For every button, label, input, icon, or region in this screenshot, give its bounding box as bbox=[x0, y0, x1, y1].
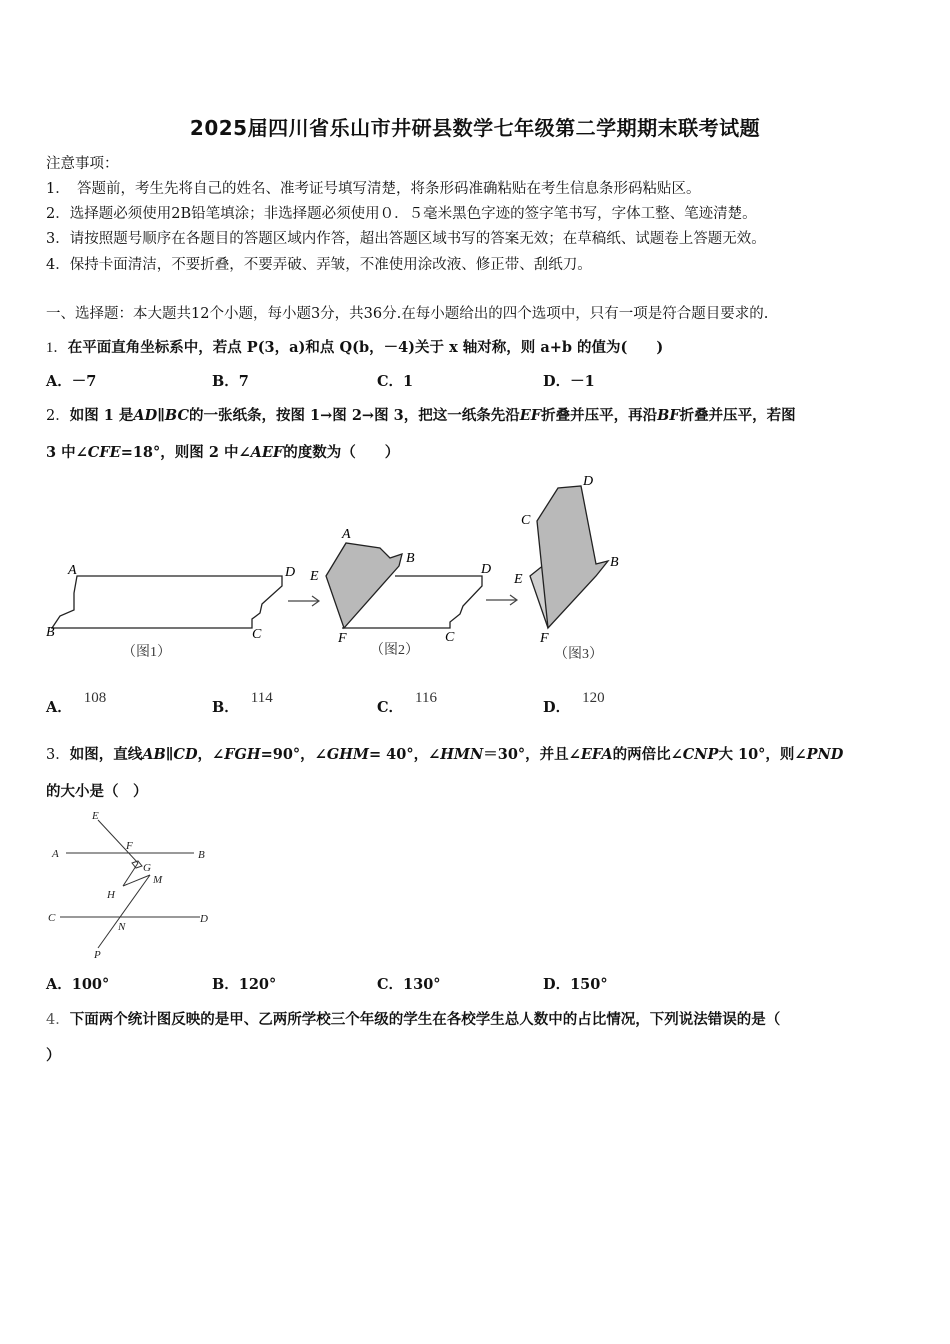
q2-figure-1 bbox=[52, 576, 282, 628]
fig3-label-e: E bbox=[514, 572, 523, 587]
q2-text-1: 如图 1 是 bbox=[69, 407, 134, 424]
q3-option-c: C．130° bbox=[377, 976, 441, 993]
q3-text-7: 大 10°，则∠ bbox=[718, 746, 807, 763]
fig2-caption: （图2） bbox=[370, 643, 419, 658]
q3-ghm: GHM bbox=[326, 746, 369, 763]
q1-option-b: B．7 bbox=[212, 373, 249, 390]
q2-option-c bbox=[377, 690, 437, 717]
q3-label-a: A bbox=[52, 848, 59, 860]
folded-part-figure-3 bbox=[537, 486, 608, 628]
fig3-caption: （图3） bbox=[554, 647, 603, 662]
question-3-line-1 bbox=[46, 743, 843, 764]
q3-label-m: M bbox=[153, 874, 163, 886]
q2-ef: EF bbox=[519, 407, 542, 424]
q2-option-c-letter: C． bbox=[377, 699, 404, 716]
q3-text-1: 如图，直线 bbox=[69, 746, 143, 763]
q2-ad-bc: AD∥BC bbox=[133, 407, 189, 424]
notes-heading: 注意事项： bbox=[46, 156, 119, 172]
q2-cfe: CFE bbox=[87, 444, 121, 461]
q3-label-p: P bbox=[94, 949, 101, 961]
q3-text-6: 的两倍比∠ bbox=[612, 746, 683, 763]
fig2-label-f: F bbox=[338, 631, 347, 646]
q3-pnd: PND bbox=[806, 746, 844, 763]
q3-text-5: ＝30°，并且∠ bbox=[483, 746, 581, 763]
question-2-line-1 bbox=[46, 404, 796, 425]
q3-hmn: HMN bbox=[440, 746, 484, 763]
fig1-label-b: B bbox=[46, 625, 55, 640]
note-item-1: 1． 答题前，考生先将自己的姓名、准考证号填写清楚，将条形码准确粘贴在考生信息条形码粘贴区。 bbox=[46, 181, 701, 197]
q3-label-n: N bbox=[118, 921, 126, 933]
q3-label-h: H bbox=[107, 889, 115, 901]
q2-option-a-letter: A． bbox=[46, 699, 72, 716]
q2-text-5: 3 中∠ bbox=[46, 444, 88, 461]
question-2-line-2 bbox=[46, 441, 399, 462]
fig3-label-f: F bbox=[540, 631, 549, 646]
q2-option-a-value: 108 bbox=[83, 690, 107, 706]
q2-option-d bbox=[543, 690, 605, 717]
fig2-label-a: A bbox=[342, 527, 351, 542]
note-item-3: 3．请按照题号顺序在各题目的答题区域内作答，超出答题区域书写的答案无效；在草稿纸、试题卷上答题无效。 bbox=[46, 231, 766, 247]
q2-text-6: =18°，则图 2 中∠ bbox=[120, 444, 251, 461]
q2-option-b-letter: B． bbox=[212, 699, 239, 716]
q3-label-d: D bbox=[200, 913, 208, 925]
arrow-2 bbox=[486, 595, 517, 605]
q2-aef: AEF bbox=[250, 444, 284, 461]
q3-figure bbox=[40, 806, 220, 962]
q2-figure-2 bbox=[326, 543, 482, 628]
q3-option-a: A．100° bbox=[46, 976, 110, 993]
q2-text-3: 折叠并压平，再沿 bbox=[541, 407, 658, 424]
q2-text-2: 的一张纸条，按图 1→图 2→图 3，把这一纸条先沿 bbox=[189, 407, 520, 424]
q3-label-b: B bbox=[198, 849, 205, 861]
section-1-heading: 一、选择题：本大题共12个小题，每小题3分，共36分.在每小题给出的四个选项中，只有一项是符合题目要求的. bbox=[46, 306, 769, 322]
arrow-1 bbox=[288, 596, 319, 606]
q3-efa: EFA bbox=[580, 746, 613, 763]
q3-option-d: D．150° bbox=[543, 976, 608, 993]
q2-option-c-value: 116 bbox=[415, 690, 437, 706]
fig3-label-d: D bbox=[583, 474, 594, 489]
question-3-line-2: 的大小是（ ） bbox=[46, 783, 148, 800]
question-1 bbox=[46, 336, 663, 357]
q2-bf: BF bbox=[657, 407, 680, 424]
q3-fgh: FGH bbox=[224, 746, 261, 763]
q2-text-7: 的度数为（ ） bbox=[283, 444, 400, 461]
q3-label-e: E bbox=[92, 810, 99, 822]
fig2-label-c: C bbox=[445, 630, 455, 645]
q2-option-b-value: 114 bbox=[250, 690, 273, 706]
question-4-number: 4． bbox=[46, 1012, 70, 1028]
q1-option-c: C．1 bbox=[377, 373, 414, 390]
fig3-label-c: C bbox=[521, 513, 531, 528]
q3-option-b: B．120° bbox=[212, 976, 277, 993]
fig1-label-a: A bbox=[68, 563, 77, 578]
folded-part-figure-2 bbox=[326, 543, 402, 628]
fig3-label-b: B bbox=[610, 555, 619, 570]
q3-label-g: G bbox=[143, 862, 151, 874]
q3-cnp: CNP bbox=[682, 746, 719, 763]
q3-label-f: F bbox=[126, 840, 133, 852]
q2-figure-3 bbox=[530, 486, 608, 628]
fig1-label-d: D bbox=[285, 565, 296, 580]
fig2-label-d: D bbox=[481, 562, 492, 577]
fig1-caption: （图1） bbox=[122, 645, 171, 660]
q1-option-d: D．－1 bbox=[543, 373, 595, 390]
fig2-label-b: B bbox=[406, 551, 415, 566]
q1-option-a: A．－7 bbox=[46, 373, 97, 390]
note-item-2: 2．选择题必须使用2B铅笔填涂；非选择题必须使用０．５毫米黑色字迹的签字笔书写，字体工整、笔迹清楚。 bbox=[46, 206, 757, 222]
q3-ab-cd: AB∥CD bbox=[142, 746, 198, 763]
q3-label-c: C bbox=[48, 912, 56, 924]
note-item-4: 4．保持卡面清洁，不要折叠，不要弄破、弄皱，不准使用涂改液、修正带、刮纸刀。 bbox=[46, 257, 592, 273]
question-4-stem: 下面两个统计图反映的是甲、乙两所学校三个年级的学生在各校学生总人数中的占比情况，下列说法错误的是（ bbox=[69, 1011, 781, 1028]
question-4-line-1 bbox=[46, 1008, 780, 1029]
q3-text-2: ，∠ bbox=[197, 746, 225, 763]
question-1-stem: 在平面直角坐标系中，若点 P(3，a)和点 Q(b，－4)关于 x 轴对称，则 a+b 的值为( ) bbox=[67, 339, 664, 356]
q2-text-4: 折叠并压平，若图 bbox=[679, 407, 796, 424]
q2-option-b bbox=[212, 690, 273, 717]
strip-figure-1 bbox=[52, 576, 282, 628]
q2-figure bbox=[40, 466, 640, 676]
question-4-line-2: ） bbox=[46, 1047, 61, 1064]
fig2-label-e: E bbox=[310, 569, 319, 584]
question-1-number: 1． bbox=[46, 340, 68, 356]
q3-text-3: =90°，∠ bbox=[260, 746, 327, 763]
page-title: 2025届四川省乐山市井研县数学七年级第二学期期末联考试题 bbox=[189, 116, 761, 140]
q2-option-d-value: 120 bbox=[582, 690, 605, 706]
question-3-number: 3． bbox=[46, 747, 70, 763]
fig1-label-c: C bbox=[252, 627, 262, 642]
q2-option-a bbox=[46, 690, 107, 717]
q3-text-4: = 40°，∠ bbox=[368, 746, 441, 763]
q2-option-d-letter: D． bbox=[543, 699, 571, 716]
question-2-number: 2． bbox=[46, 408, 70, 424]
